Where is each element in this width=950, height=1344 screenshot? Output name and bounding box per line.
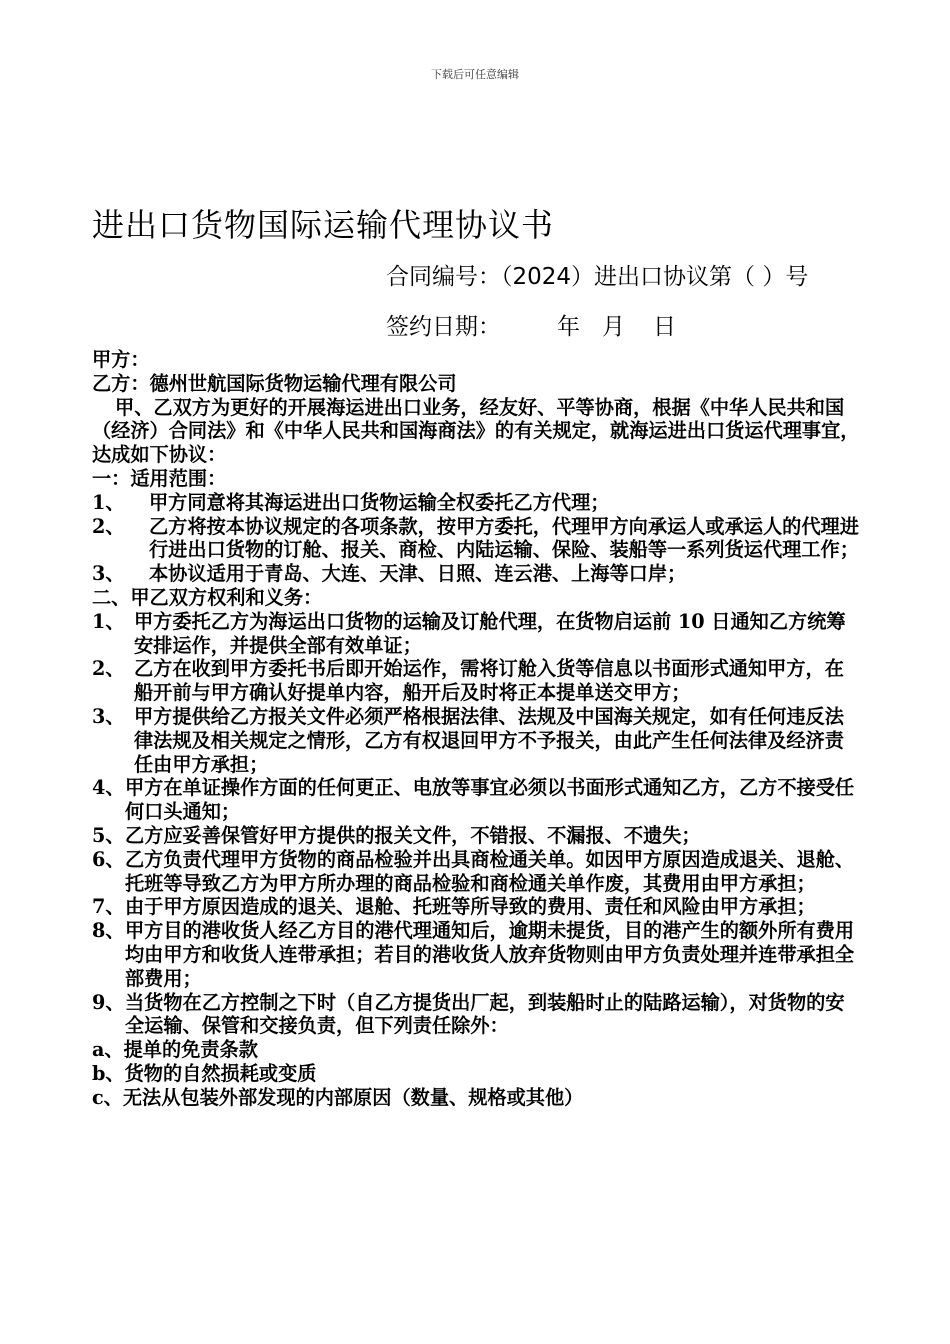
item-text: 甲方在单证操作方面的任何更正、电放等事宜必须以书面形式通知乙方，乙方不接受任何口头通知； — [125, 776, 855, 824]
section1-heading: 一：适用范围： — [92, 466, 227, 490]
exclusion-letter: a、 — [92, 1038, 124, 1062]
sign-date — [386, 308, 676, 341]
exclusion-item — [92, 1086, 862, 1110]
section2-item — [92, 848, 862, 896]
section2-item — [92, 610, 862, 658]
section2-item — [92, 705, 862, 776]
section2-item — [92, 657, 862, 705]
party-a: 甲方： — [92, 348, 150, 371]
section2-heading: 二、甲乙双方权利和义务： — [92, 585, 323, 609]
preamble: 甲、乙双方为更好的开展海运进出口业务，经友好、平等协商，根据《中华人民共和国（经济）合同法》和《中华人民共和国海商法》的有关规定，就海运进出口货运代理事宜，达成如下协议： — [92, 395, 860, 467]
exclusion-letter: c、 — [92, 1085, 123, 1109]
section2-item — [92, 895, 862, 919]
document-title: 进出口货物国际运输代理协议书 — [92, 206, 555, 244]
item-text: 乙方负责代理甲方货物的商品检验并出具商检通关单。如因甲方原因造成退关、退舱、托班等导致乙方为甲方所办理的商品检验和商检通关单作废，其费用由甲方承担； — [125, 847, 855, 895]
section2-item — [92, 824, 862, 848]
item-text: 本协议适用于青岛、大连、天津、日照、连云港、上海等口岸； — [149, 562, 687, 586]
item-number: 5、 — [92, 823, 125, 847]
item-number: 7、 — [92, 895, 125, 919]
item-number: 2、 — [92, 514, 125, 538]
item-text: 由于甲方原因造成的退关、退舱、托班等所导致的费用、责任和风险由甲方承担； — [125, 895, 816, 919]
section2-item — [92, 991, 862, 1039]
item-number: 3、 — [92, 562, 125, 586]
item-text: 乙方将按本协议规定的各项条款，按甲方委托，代理甲方向承运人或承运人的代理进行进出口货物的订舱、报关、商检、内陆运输、保险、装船等一系列货运代理工作； — [149, 514, 859, 562]
section2-item — [92, 776, 862, 824]
item-text: 甲方同意将其海运进出口货物运输全权委托乙方代理； — [149, 490, 610, 514]
item-text: 甲方目的港收货人经乙方目的港代理通知后，逾期未提货，目的港产生的额外所有费用均由甲方和收货人连带承担；若目的港收货人放弃货物则由甲方负责处理并连带承担全部费用； — [125, 919, 855, 990]
section1-item — [92, 491, 862, 515]
document-body — [92, 348, 862, 1110]
item-number: 6、 — [92, 847, 125, 871]
item-text: 甲方提供给乙方报关文件必须严格根据法律、法规及中国海关规定，如有任何违反法律法规及相关规定之情形，乙方有权退回甲方不予报关，由此产生任何法律及经济责任由甲方承担； — [134, 704, 844, 776]
contract-number: 合同编号：（2024）进出口协议第（ ）号 — [386, 264, 809, 290]
item-number: 2、 — [92, 657, 125, 681]
party-b: 乙方：德州世航国际货物运输代理有限公司 — [92, 371, 457, 395]
sign-date-month: 月 — [602, 314, 625, 340]
item-text: 甲方委托乙方为海运出口货物的运输及订舱代理，在货物启运前 10 日通知乙方统筹安排运作，并提供全部有效单证； — [134, 609, 846, 657]
sign-date-year: 年 — [557, 314, 580, 340]
item-text: 当货物在乙方控制之下时（自乙方提货出厂起，到装船时止的陆路运输），对货物的安全运输、保管和交接负责，但下列责任除外： — [125, 990, 845, 1038]
header-note: 下载后可任意编辑 — [431, 68, 519, 81]
section1-item — [92, 515, 862, 563]
section1-item — [92, 562, 862, 586]
item-number: 8、 — [92, 919, 125, 943]
exclusion-text: 提单的免责条款 — [123, 1038, 258, 1062]
exclusion-text: 货物的自然损耗或变质 — [124, 1061, 317, 1085]
item-number: 1、 — [92, 490, 125, 514]
sign-date-day: 日 — [653, 314, 676, 340]
item-number: 1、 — [92, 609, 125, 633]
exclusion-item — [92, 1038, 862, 1062]
section2-item — [92, 919, 862, 990]
item-number: 4、 — [92, 776, 125, 800]
item-number: 3、 — [92, 704, 125, 728]
exclusion-item — [92, 1062, 862, 1086]
sign-date-label: 签约日期： — [386, 314, 501, 340]
item-text: 乙方应妥善保管好甲方提供的报关文件，不错报、不漏报、不遗失； — [125, 823, 701, 847]
exclusion-text: 无法从包装外部发现的内部原因（数量、规格或其他） — [122, 1085, 584, 1109]
exclusion-letter: b、 — [92, 1061, 125, 1085]
item-number: 9、 — [92, 990, 125, 1014]
item-text: 乙方在收到甲方委托书后即开始运作，需将订舱入货等信息以书面形式通知甲方，在船开前与甲方确认好提单内容，船开后及时将正本提单送交甲方； — [134, 657, 844, 705]
